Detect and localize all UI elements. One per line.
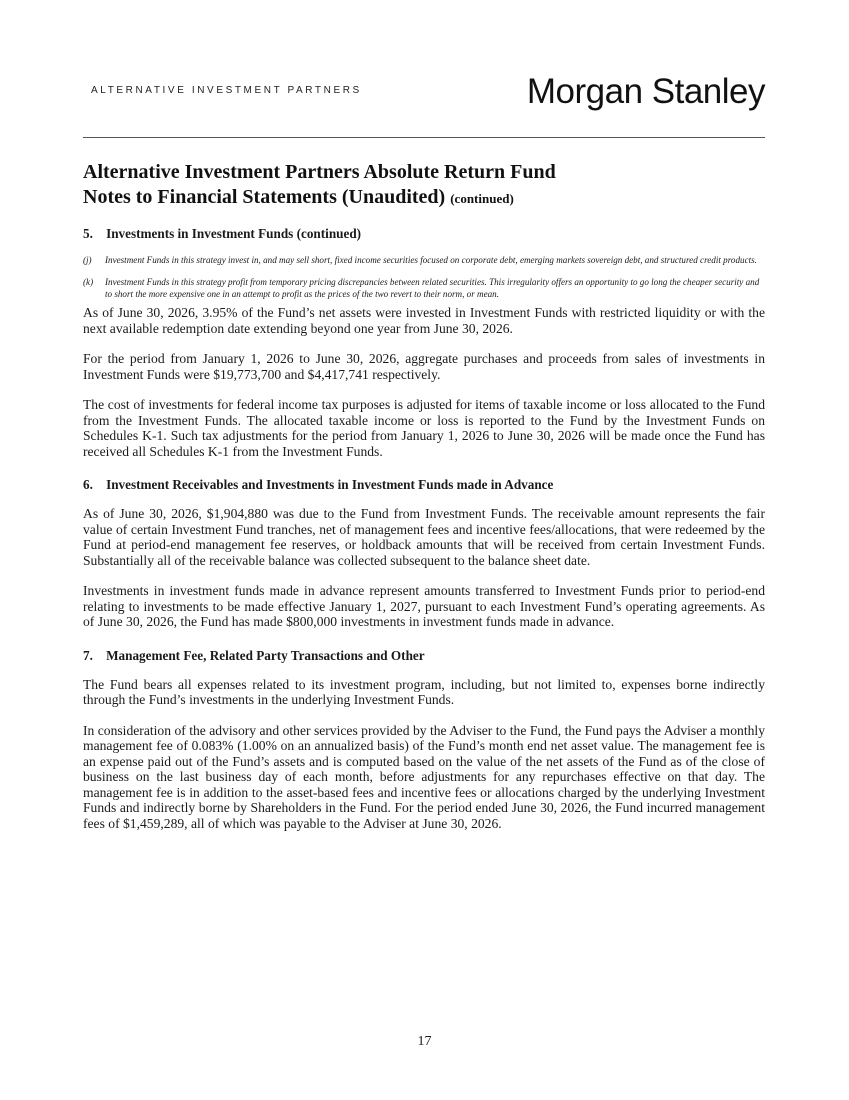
footnote-text: Investment Funds in this strategy profit from temporary pricing discrepancies between related securities. This irregularity offers an opportunity to go long the cheaper security and to short the more expensive one in an attempt to profit as the prices of the two revert to their norm, or mean.: [105, 277, 760, 299]
paragraph: As of June 30, 2026, $1,904,880 was due to the Fund from Investment Funds. The receivable amount represents the fair value of certain Investment Fund tranches, net of management fees and incentive fees/allocations, that were redeemed by the Fund at period-end management fee reserves, or holdback amounts that will be received from certain Investment Funds. Substantially all of the receivable balance was collected subsequent to the balance sheet date.: [83, 506, 765, 568]
title-continued: (continued): [450, 191, 514, 206]
page-number: 17: [417, 1034, 432, 1049]
footnote-k: [83, 276, 765, 300]
title-line-1: Alternative Investment Partners Absolute Return Fund: [83, 161, 556, 183]
paragraph: The Fund bears all expenses related to its investment program, including, but not limited to, expenses borne indirectly through the Fund’s investments in the underlying Investment Funds.: [83, 676, 765, 707]
section-7-heading: 7. Management Fee, Related Party Transactions and Other: [83, 647, 425, 663]
document-title: [83, 160, 765, 211]
title-line-2: Notes to Financial Statements (Unaudited): [83, 186, 446, 208]
paragraph: Investments in investment funds made in advance represent amounts transferred to Investment Funds prior to period-end relating to investments to be made effective January 1, 2027, pursuant to each Investment Fund’s operating agreements. As of June 30, 2026, the Fund has made $800,000 investments in investment funds made in advance.: [83, 583, 765, 629]
paragraph: The cost of investments for federal income tax purposes is adjusted for items of taxable income or loss allocated to the Fund from the Investment Funds. The allocated taxable income or loss is reported to the Fund by the Investment Funds on Schedules K-1. Such tax adjustments for the period from January 1, 2026 to June 30, 2026 will be made once the Fund has received all Schedules K-1 from the Investment Funds.: [83, 397, 765, 459]
section-6-heading: 6. Investment Receivables and Investments in Investment Funds made in Advance: [83, 477, 554, 492]
paragraph: In consideration of the advisory and other services provided by the Adviser to the Fund, the Fund pays the Adviser a monthly management fee of 0.083% (1.00% on an annualized basis) of the Fund’s month end net asset value. The management fee is an expense paid out of the Fund’s assets and is computed based on the value of the net assets of the Fund as of the close of business on the last business day of each month, before adjustments for any repurchases effective on that day. The management fee is in addition to the asset-based fees and incentive fees or allocations charged by the underlying Investment Funds and indirectly borne by Shareholders in the Fund. For the period ended June 30, 2026, the Fund incurred management fees of $1,459,289, all of which was payable to the Adviser at June 30, 2026.: [83, 722, 765, 831]
footnote-text: Investment Funds in this strategy invest in, and may sell short, fixed income securities focused on corporate debt, emerging markets sovereign debt, and structured credit products.: [105, 255, 757, 265]
paragraph: As of June 30, 2026, 3.95% of the Fund’s net assets were invested in Investment Funds with restricted liquidity or with the next available redemption date extending beyond one year from June 30, 2026.: [83, 305, 765, 336]
section-5-heading: 5. Investments in Investment Funds (continued): [83, 226, 362, 241]
morgan-stanley-logo: Morgan Stanley: [526, 72, 765, 111]
header-label: ALTERNATIVE INVESTMENT PARTNERS: [91, 85, 362, 96]
document-body: [83, 160, 765, 831]
paragraph: For the period from January 1, 2026 to June 30, 2026, aggregate purchases and proceeds from sales of investments in Investment Funds were $19,773,700 and $4,417,741 respectively.: [83, 351, 765, 382]
header-divider: [83, 137, 765, 138]
footnote-label: (j): [83, 255, 92, 265]
footnote-j: [83, 254, 765, 266]
footnote-label: (k): [83, 277, 94, 287]
